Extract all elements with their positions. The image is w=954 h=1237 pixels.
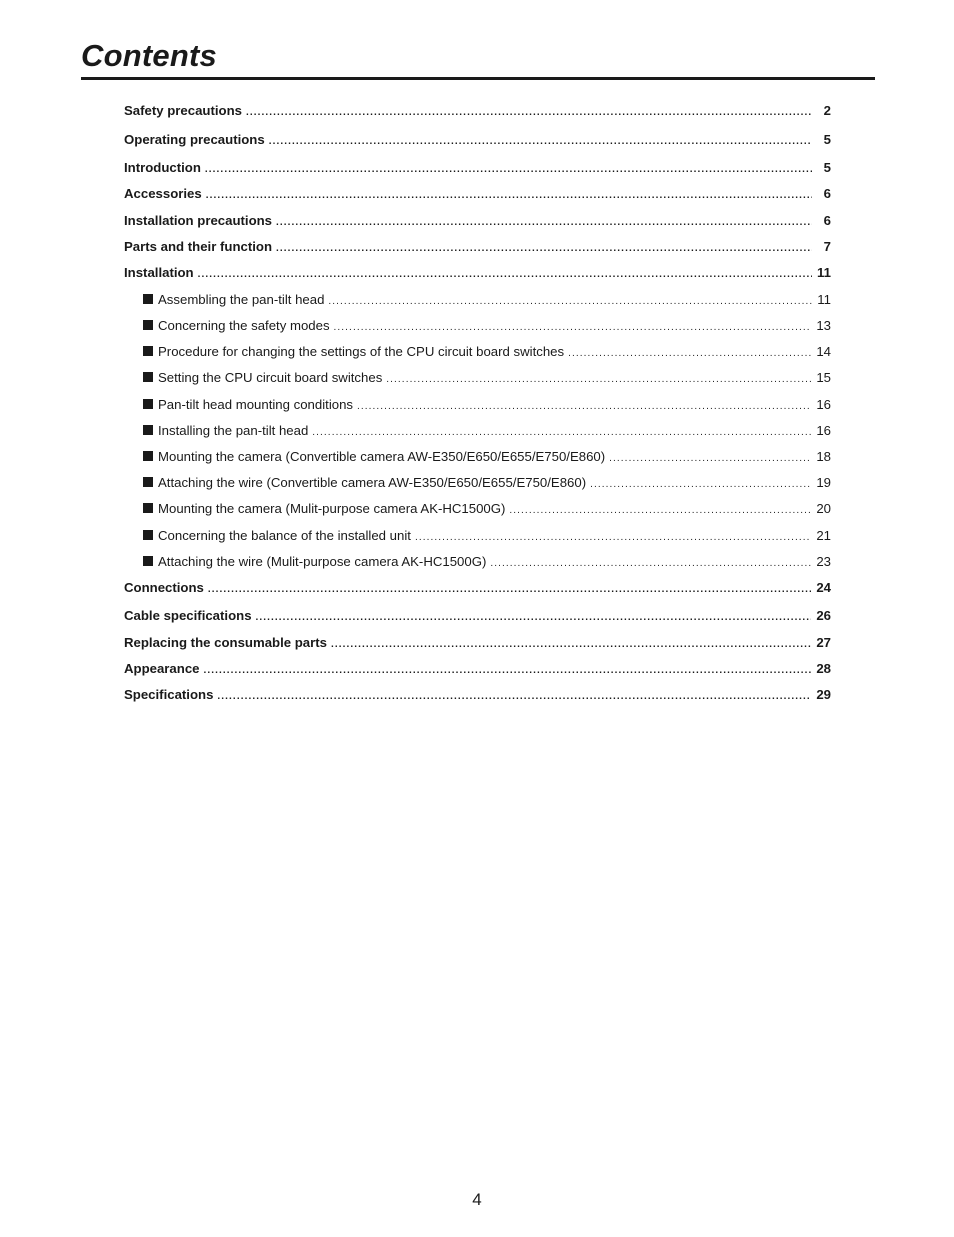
square-bullet-icon bbox=[143, 556, 153, 566]
dot-leader bbox=[217, 687, 811, 707]
toc-entry-page: 23 bbox=[816, 554, 831, 569]
dot-leader bbox=[357, 397, 811, 417]
dot-leader bbox=[568, 344, 811, 364]
square-bullet-icon bbox=[143, 346, 153, 356]
toc-entry-introduction[interactable] bbox=[124, 158, 831, 178]
dot-leader bbox=[206, 186, 812, 206]
toc-entry-label: Attaching the wire (Mulit-purpose camera AK-HC1500G) bbox=[158, 554, 487, 569]
toc-entry-installation-precautions[interactable] bbox=[124, 211, 831, 231]
toc-entry-label: Installation precautions bbox=[124, 213, 273, 228]
toc-entry-page: 11 bbox=[817, 265, 831, 280]
dot-leader bbox=[198, 265, 812, 285]
toc-entry-page: 18 bbox=[816, 449, 831, 464]
toc-entry-label: Safety precautions bbox=[124, 103, 242, 118]
dot-leader bbox=[590, 475, 811, 495]
square-bullet-icon bbox=[143, 294, 153, 304]
toc-entry-accessories[interactable] bbox=[124, 184, 831, 204]
toc-entry-label: Installing the pan-tilt head bbox=[158, 423, 309, 438]
toc-entry-page: 19 bbox=[816, 475, 831, 490]
toc-entry-page: 5 bbox=[823, 160, 831, 175]
square-bullet-icon bbox=[143, 477, 153, 487]
dot-leader bbox=[386, 370, 811, 390]
dot-leader bbox=[205, 160, 812, 180]
toc-entry-page: 13 bbox=[816, 318, 831, 333]
toc-entry-label: Attaching the wire (Convertible camera AW-E350/E650/E655/E750/E860) bbox=[158, 475, 587, 490]
page-number: 4 bbox=[472, 1190, 482, 1209]
toc-entry-label: Specifications bbox=[124, 687, 214, 702]
toc-subentry-mounting-convertible-camera[interactable] bbox=[143, 447, 831, 467]
dot-leader bbox=[269, 132, 812, 152]
toc-entry-specifications[interactable] bbox=[124, 685, 831, 705]
dot-leader bbox=[509, 501, 811, 521]
toc-entry-page: 24 bbox=[816, 580, 831, 595]
title-divider bbox=[81, 77, 875, 80]
toc-entry-connections[interactable] bbox=[124, 578, 831, 598]
toc-entry-appearance[interactable] bbox=[124, 659, 831, 679]
toc-entry-page: 20 bbox=[816, 501, 831, 516]
toc-entry-label: Mounting the camera (Mulit-purpose camera AK-HC1500G) bbox=[158, 501, 506, 516]
toc-entry-operating-precautions[interactable] bbox=[124, 130, 831, 150]
square-bullet-icon bbox=[143, 503, 153, 513]
toc-entry-label: Assembling the pan-tilt head bbox=[158, 292, 325, 307]
toc-entry-label: Procedure for changing the settings of the CPU circuit board switches bbox=[158, 344, 565, 359]
toc-subentry-installing-pan-tilt-head[interactable] bbox=[143, 421, 831, 441]
toc-entry-page: 16 bbox=[816, 397, 831, 412]
toc-entry-page: 21 bbox=[816, 528, 831, 543]
toc-entry-cable-specifications[interactable] bbox=[124, 606, 831, 626]
toc-subentry-wire-multipurpose-camera[interactable] bbox=[143, 552, 831, 572]
toc-entry-replacing-consumable-parts[interactable] bbox=[124, 633, 831, 653]
toc-entry-label: Installation bbox=[124, 265, 194, 280]
toc-subentry-mounting-multipurpose-camera[interactable] bbox=[143, 499, 831, 519]
toc-subentry-changing-cpu-switch-settings[interactable] bbox=[143, 342, 831, 362]
square-bullet-icon bbox=[143, 320, 153, 330]
toc-entry-label: Cable specifications bbox=[124, 608, 252, 623]
toc-entry-label: Accessories bbox=[124, 186, 202, 201]
toc-entry-page: 5 bbox=[823, 132, 831, 147]
toc-subentry-mounting-conditions[interactable] bbox=[143, 395, 831, 415]
dot-leader bbox=[246, 103, 812, 123]
square-bullet-icon bbox=[143, 425, 153, 435]
toc-entry-label: Connections bbox=[124, 580, 204, 595]
dot-leader bbox=[256, 608, 812, 628]
square-bullet-icon bbox=[143, 451, 153, 461]
toc-entry-label: Replacing the consumable parts bbox=[124, 635, 327, 650]
toc-entry-page: 16 bbox=[816, 423, 831, 438]
dot-leader bbox=[276, 239, 812, 259]
toc-entry-installation[interactable] bbox=[124, 263, 831, 283]
dot-leader bbox=[609, 449, 811, 469]
dot-leader bbox=[276, 213, 812, 233]
toc-entry-page: 2 bbox=[823, 103, 831, 118]
toc-subentry-assembling-pan-tilt-head[interactable] bbox=[143, 290, 831, 310]
toc-entry-page: 14 bbox=[816, 344, 831, 359]
toc-entry-page: 29 bbox=[816, 687, 831, 702]
toc-entry-page: 26 bbox=[816, 608, 831, 623]
toc-entry-label: Concerning the safety modes bbox=[158, 318, 330, 333]
toc-entry-label: Mounting the camera (Convertible camera AW-E350/E650/E655/E750/E860) bbox=[158, 449, 606, 464]
toc-entry-label: Appearance bbox=[124, 661, 200, 676]
toc-entry-page: 27 bbox=[816, 635, 831, 650]
dot-leader bbox=[312, 423, 811, 443]
toc-entry-page: 11 bbox=[817, 292, 831, 307]
square-bullet-icon bbox=[143, 399, 153, 409]
dot-leader bbox=[331, 635, 811, 655]
toc-entry-label: Concerning the balance of the installed unit bbox=[158, 528, 411, 543]
toc-subentry-wire-convertible-camera[interactable] bbox=[143, 473, 831, 493]
toc-subentry-balance-installed-unit[interactable] bbox=[143, 526, 831, 546]
dot-leader bbox=[208, 580, 811, 600]
toc-entry-page: 7 bbox=[823, 239, 831, 254]
dot-leader bbox=[334, 318, 812, 338]
toc-entry-label: Parts and their function bbox=[124, 239, 273, 254]
toc-entry-safety-precautions[interactable] bbox=[124, 101, 831, 121]
dot-leader bbox=[490, 554, 811, 574]
toc-entry-page: 6 bbox=[823, 186, 831, 201]
toc-entry-label: Pan-tilt head mounting conditions bbox=[158, 397, 354, 412]
toc-entry-label: Setting the CPU circuit board switches bbox=[158, 370, 383, 385]
square-bullet-icon bbox=[143, 372, 153, 382]
dot-leader bbox=[328, 292, 812, 312]
toc-entry-label: Introduction bbox=[124, 160, 201, 175]
toc-entry-page: 15 bbox=[816, 370, 831, 385]
toc-entry-parts-and-their-function[interactable] bbox=[124, 237, 831, 257]
toc-subentry-safety-modes[interactable] bbox=[143, 316, 831, 336]
toc-entry-page: 28 bbox=[816, 661, 831, 676]
page-title: Contents bbox=[81, 38, 217, 73]
toc-entry-label: Operating precautions bbox=[124, 132, 265, 147]
toc-subentry-setting-cpu-switches[interactable] bbox=[143, 368, 831, 388]
toc-entry-page: 6 bbox=[823, 213, 831, 228]
dot-leader bbox=[415, 528, 811, 548]
square-bullet-icon bbox=[143, 530, 153, 540]
dot-leader bbox=[204, 661, 812, 681]
